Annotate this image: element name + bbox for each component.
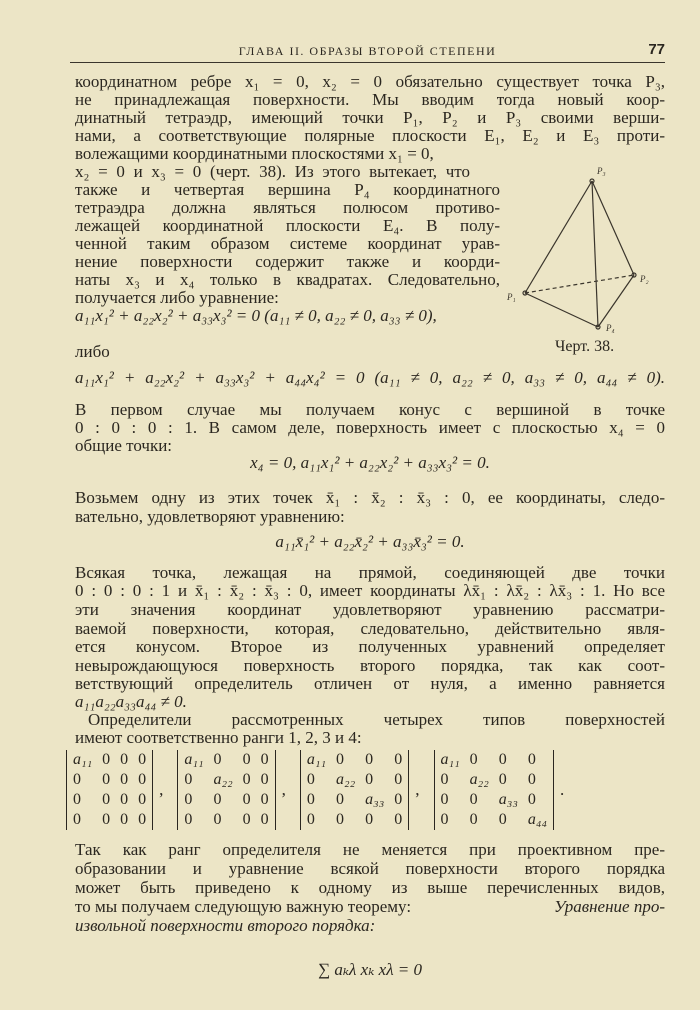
theorem-text: извольной поверхности второго порядка: bbox=[75, 916, 376, 935]
text-line: динатный тетраэдр, имеющий точки P₁, P₂ и P₃ своими верши- bbox=[75, 108, 665, 127]
determinant-separator: , bbox=[415, 780, 420, 799]
text-line: может быть приведено к одному из выше перечисленных видов, bbox=[75, 878, 665, 897]
matrix-cell: 0 bbox=[184, 791, 193, 808]
figure-caption: Черт. 38. bbox=[555, 338, 615, 355]
text-line: вательно, удовлетворяют уравнению: bbox=[75, 507, 345, 526]
matrix-cell: 0 bbox=[440, 771, 449, 788]
text-line: эти значения координат удовлетворяют уравнению рассматри- bbox=[75, 600, 665, 619]
text-line: невырождающуюся поверхность второго порядка, так как соот- bbox=[75, 656, 665, 675]
text-line: тетраэдра должна являться полюсом противо- bbox=[75, 198, 500, 217]
text-line: ется конусом. Второе из полученных уравнений определяет bbox=[75, 637, 665, 656]
text-line: ветствующий определитель отличен от нуля, а именно равняется bbox=[75, 674, 665, 693]
matrix-cell: 0 bbox=[120, 791, 129, 808]
matrix-cell: 0 bbox=[260, 751, 269, 768]
text-line: либо bbox=[75, 342, 110, 361]
text-line: ченной таким образом системе координат урав- bbox=[75, 234, 500, 253]
matrix-cell: a₂₂ bbox=[336, 771, 356, 788]
matrix-cell: 0 bbox=[469, 811, 478, 828]
determinant-matrix bbox=[434, 750, 555, 830]
matrix-cell: 0 bbox=[394, 751, 403, 768]
matrix-cell: 0 bbox=[336, 791, 344, 808]
matrix-cell: 0 bbox=[306, 771, 315, 788]
text-line: Определители рассмотренных четырех типов поверхностей bbox=[88, 710, 665, 729]
determinant-matrix bbox=[66, 750, 153, 830]
vertex-label-p1: P₁ bbox=[507, 292, 516, 302]
matrix-cell: a₁₁ bbox=[184, 751, 204, 768]
matrix-cell: 0 bbox=[138, 751, 147, 768]
matrix-cell: 0 bbox=[138, 771, 147, 788]
matrix-cell: 0 bbox=[242, 771, 251, 788]
matrix-cell: 0 bbox=[440, 791, 449, 808]
text-line: Так как ранг определителя не меняется при проективном пре- bbox=[75, 840, 665, 859]
text-line: нами, а соответствующие полярные плоскости E₁, E₂ и E₃ проти- bbox=[75, 126, 665, 145]
matrix-cell: 0 bbox=[498, 811, 507, 828]
text-line: нение поверхности содержит также и коорди- bbox=[75, 252, 500, 271]
running-header bbox=[70, 40, 665, 63]
matrix-cell: 0 bbox=[527, 771, 536, 788]
determinant-matrix bbox=[300, 750, 409, 830]
matrix-cell: 0 bbox=[138, 791, 147, 808]
matrix-cell: 0 bbox=[498, 751, 507, 768]
page-number: 77 bbox=[648, 41, 665, 58]
text-line: ваемой поверхности, которая, следовательно, действительно явля- bbox=[75, 619, 665, 638]
matrix-cell: 0 bbox=[242, 811, 251, 828]
matrix-cell: 0 bbox=[365, 751, 374, 768]
matrix-cell: 0 bbox=[394, 791, 403, 808]
matrix-cell: 0 bbox=[102, 771, 111, 788]
text-line: 0 : 0 : 0 : 1 и x̄₁ : x̄₂ : x̄₃ : 0, имеет координаты λx̄₁ : λx̄₂ : λx̄₃ : 1. Но все bbox=[75, 581, 665, 600]
chapter-title: ГЛАВА II. ОБРАЗЫ ВТОРОЙ СТЕПЕНИ bbox=[238, 44, 497, 58]
text-line: Возьмем одну из этих точек x̄₁ : x̄₂ : x̄₃ : 0, ее координаты, следо- bbox=[75, 488, 665, 507]
matrix-cell: 0 bbox=[102, 811, 111, 828]
equation: a₁₁x₁² + a₂₂x₂² + a₃₃x₃² + a₄₄x₄² = 0 (a₁₁ ≠ 0, a₂₂ ≠ 0, a₃₃ ≠ 0, a₄₄ ≠ 0). bbox=[75, 368, 665, 387]
vertex-label-p3: P₃ bbox=[597, 166, 606, 176]
matrix-cell: 0 bbox=[394, 771, 403, 788]
theorem-text: Уравнение про- bbox=[553, 897, 665, 916]
matrix-cell: a₁₁ bbox=[440, 751, 460, 768]
text-line: лежащей координатной плоскости E₄. В полу- bbox=[75, 216, 500, 235]
matrix-cell: 0 bbox=[242, 751, 251, 768]
matrix-cell: 0 bbox=[469, 791, 478, 808]
matrix-cell: 0 bbox=[336, 751, 344, 768]
text-line: волежащими координатными плоскостями x₁ = 0, bbox=[75, 144, 434, 163]
matrix-cell: 0 bbox=[469, 751, 478, 768]
matrix-cell: 0 bbox=[213, 811, 222, 828]
equation: a₁₁x̄₁² + a₂₂x̄₂² + a₃₃x̄₃² = 0. bbox=[275, 532, 465, 551]
matrix-cell: 0 bbox=[213, 751, 222, 768]
matrix-cell: 0 bbox=[120, 811, 129, 828]
matrix-cell: 0 bbox=[394, 811, 403, 828]
matrix-cell: 0 bbox=[440, 811, 449, 828]
matrix-cell: a₃₃ bbox=[365, 791, 385, 808]
matrix-cell: a₂₂ bbox=[469, 771, 489, 788]
text-segment: то мы получаем следующую важную теорему: bbox=[75, 897, 412, 916]
matrix-cell: 0 bbox=[336, 811, 344, 828]
vertex-label-p4: P₄ bbox=[606, 323, 615, 333]
matrix-cell: 0 bbox=[102, 791, 111, 808]
matrix-cell: 0 bbox=[527, 791, 536, 808]
equation: x₄ = 0, a₁₁x₁² + a₂₂x₂² + a₃₃x₃² = 0. bbox=[250, 453, 490, 472]
matrix-cell: 0 bbox=[260, 791, 269, 808]
text-line: имеют соответственно ранги 1, 2, 3 и 4: bbox=[75, 728, 362, 747]
text-line: образовании и уравнение всякой поверхности второго порядка bbox=[75, 859, 665, 878]
text-line: наты x₃ и x₄ только в квадратах. Следовательно, bbox=[75, 270, 500, 289]
matrix-cell: 0 bbox=[73, 791, 81, 808]
determinant-separator: , bbox=[281, 780, 286, 799]
matrix-cell: 0 bbox=[306, 791, 315, 808]
determinant-separator: , bbox=[159, 780, 164, 799]
vertex-label-p2: P₂ bbox=[640, 274, 649, 284]
matrix-cell: 0 bbox=[527, 751, 536, 768]
text-line: также и четвертая вершина P₄ координатного bbox=[75, 180, 500, 199]
text-line: Всякая точка, лежащая на прямой, соединяющей две точки bbox=[75, 563, 665, 582]
matrix-cell: a₂₂ bbox=[213, 771, 233, 788]
matrix-cell: a₁₁ bbox=[306, 751, 326, 768]
determinants-row bbox=[66, 750, 666, 830]
equation: a₁₁x₁² + a₂₂x₂² + a₃₃x₃² = 0 (a₁₁ ≠ 0, a₂₂ ≠ 0, a₃₃ ≠ 0), bbox=[75, 306, 437, 325]
determinant-separator: . bbox=[560, 780, 565, 799]
matrix-cell: 0 bbox=[260, 811, 269, 828]
text-line: x₂ = 0 и x₃ = 0 (черт. 38). Из этого вытекает, что bbox=[75, 162, 470, 181]
matrix-cell: a₁₁ bbox=[73, 751, 93, 768]
text-line: 0 : 0 : 0 : 1. В самом деле, поверхность имеет с плоскостью x₄ = 0 bbox=[75, 418, 665, 437]
text-line: не принадлежащая поверхности. Мы вводим тогда новый коор- bbox=[75, 90, 665, 109]
equation: ∑ aₖλ xₖ xλ = 0 bbox=[317, 960, 423, 979]
matrix-cell: 0 bbox=[184, 771, 193, 788]
matrix-cell: a₄₄ bbox=[527, 811, 547, 828]
matrix-cell: 0 bbox=[306, 811, 315, 828]
matrix-cell: 0 bbox=[138, 811, 147, 828]
matrix-cell: 0 bbox=[73, 811, 81, 828]
matrix-cell: 0 bbox=[120, 771, 129, 788]
matrix-cell: 0 bbox=[120, 751, 129, 768]
text-line: общие точки: bbox=[75, 436, 173, 455]
text-line: координатном ребре x₁ = 0, x₂ = 0 обязательно существует точка P₃, bbox=[75, 72, 665, 91]
matrix-cell: a₃₃ bbox=[498, 791, 518, 808]
matrix-cell: 0 bbox=[365, 811, 374, 828]
text-line: a₁₁a₂₂a₃₃a₄₄ ≠ 0. bbox=[75, 692, 187, 711]
matrix-cell: 0 bbox=[498, 771, 507, 788]
text-line: В первом случае мы получаем конус с вершиной в точке bbox=[75, 400, 665, 419]
matrix-cell: 0 bbox=[260, 771, 269, 788]
matrix-cell: 0 bbox=[73, 771, 81, 788]
matrix-cell: 0 bbox=[213, 791, 222, 808]
matrix-cell: 0 bbox=[242, 791, 251, 808]
matrix-cell: 0 bbox=[184, 811, 193, 828]
matrix-cell: 0 bbox=[102, 751, 111, 768]
text-line bbox=[75, 897, 665, 917]
determinant-matrix bbox=[177, 750, 275, 830]
text-line: получается либо уравнение: bbox=[75, 288, 279, 307]
matrix-cell: 0 bbox=[365, 771, 374, 788]
